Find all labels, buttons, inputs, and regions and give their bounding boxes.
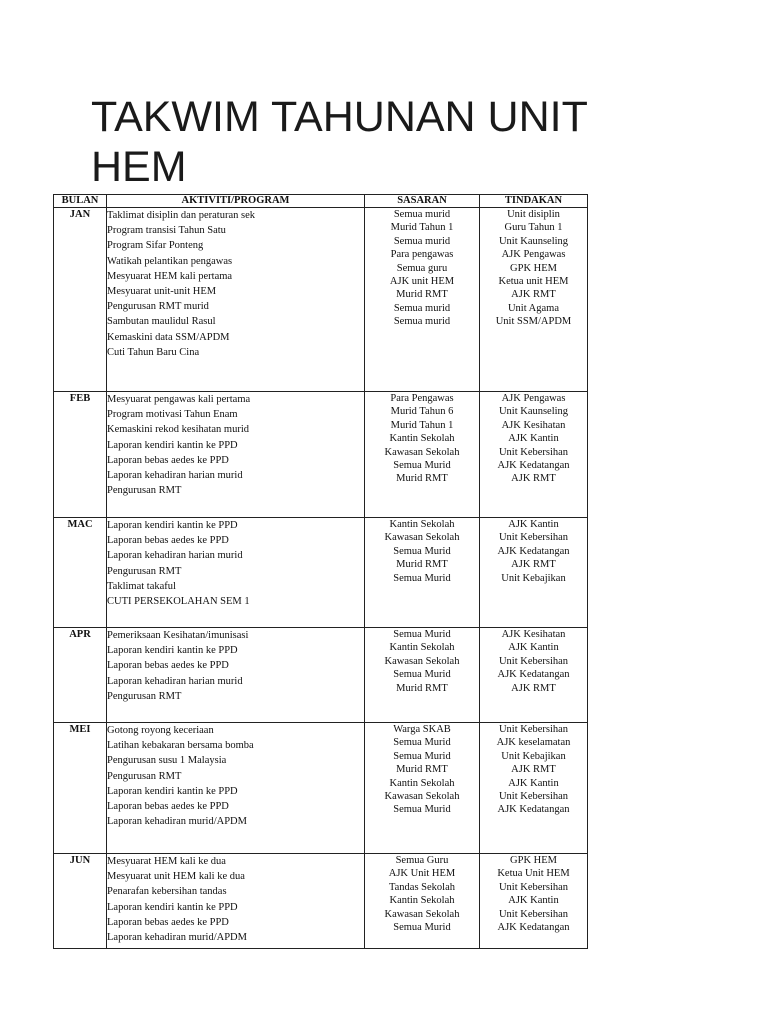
tindakan-item: Unit Kebersihan xyxy=(498,446,569,458)
aktiviti-item: Pengurusan RMT xyxy=(107,485,182,497)
aktiviti-cell xyxy=(107,628,365,723)
aktiviti-item: Taklimat disiplin dan peraturan sek xyxy=(107,210,255,221)
aktiviti-item: Pengurusan RMT xyxy=(107,770,182,782)
aktiviti-item: Mesyuarat unit HEM kali ke dua xyxy=(107,871,245,883)
aktiviti-item: Laporan kehadiran murid/APDM xyxy=(107,932,247,944)
sasaran-item: Semua Murid xyxy=(393,629,451,640)
tindakan-item: AJK RMT xyxy=(511,473,556,485)
month-cell: MAC xyxy=(54,518,107,628)
tindakan-cell xyxy=(480,518,588,628)
tindakan-item: AJK Kesihatan xyxy=(501,419,566,431)
aktiviti-item: Kemaskini data SSM/APDM xyxy=(107,331,230,343)
aktiviti-item: Pengurusan susu 1 Malaysia xyxy=(107,755,227,767)
sasaran-item: Semua guru xyxy=(396,262,448,274)
aktiviti-item: Mesyuarat HEM kali ke dua xyxy=(107,856,226,867)
aktiviti-item: Sambutan maulidul Rasul xyxy=(107,316,216,328)
header-tindakan: TINDAKAN xyxy=(480,195,588,208)
sasaran-item: Kantin Sekolah xyxy=(389,895,455,907)
aktiviti-item: Latihan kebakaran bersama bomba xyxy=(107,740,254,752)
sasaran-item: Kawasan Sekolah xyxy=(384,532,460,544)
aktiviti-cell xyxy=(107,854,365,949)
tindakan-item: GPK HEM xyxy=(510,262,557,274)
sasaran-item: Semua murid xyxy=(393,209,451,220)
sasaran-cell xyxy=(365,208,480,392)
sasaran-item: Semua murid xyxy=(393,235,451,247)
tindakan-item: Unit Kebersihan xyxy=(498,908,569,920)
tindakan-item: Unit SSM/APDM xyxy=(495,316,572,328)
aktiviti-item: Laporan kendiri kantin ke PPD xyxy=(107,439,238,451)
tindakan-cell xyxy=(480,723,588,854)
aktiviti-cell xyxy=(107,392,365,518)
sasaran-item: Kantin Sekolah xyxy=(389,519,455,530)
tindakan-item: GPK HEM xyxy=(510,855,557,866)
aktiviti-item: Program transisi Tahun Satu xyxy=(107,225,226,237)
aktiviti-item: Penarafan kebersihan tandas xyxy=(107,886,227,898)
tindakan-item: AJK Kedatangan xyxy=(497,460,570,472)
sasaran-item: Semua Murid xyxy=(393,545,451,557)
sasaran-cell xyxy=(365,628,480,723)
aktiviti-cell xyxy=(107,723,365,854)
sasaran-item: Semua murid xyxy=(393,302,451,314)
aktiviti-item: Laporan kendiri kantin ke PPD xyxy=(107,520,238,531)
tindakan-item: AJK Kantin xyxy=(508,895,559,907)
tindakan-item: Guru Tahun 1 xyxy=(504,222,563,234)
sasaran-item: AJK Unit HEM xyxy=(388,868,456,880)
tindakan-item: Unit Kebersihan xyxy=(498,532,569,544)
aktiviti-item: Laporan bebas aedes ke PPD xyxy=(107,454,229,466)
sasaran-item: Murid RMT xyxy=(396,764,448,776)
month-cell: JUN xyxy=(54,854,107,949)
tindakan-item: AJK Kedatangan xyxy=(497,804,570,816)
sasaran-item: Semua Murid xyxy=(393,572,451,584)
sasaran-cell xyxy=(365,392,480,518)
table-row xyxy=(54,208,588,392)
aktiviti-item: Mesyuarat pengawas kali pertama xyxy=(107,394,251,405)
aktiviti-item: Pengurusan RMT murid xyxy=(107,301,209,313)
aktiviti-item: Laporan kehadiran harian murid xyxy=(107,470,243,482)
tindakan-item: Unit disiplin xyxy=(507,209,560,220)
tindakan-item: AJK Kedatangan xyxy=(497,545,570,557)
sasaran-item: Kawasan Sekolah xyxy=(384,791,460,803)
sasaran-item: Para Pengawas xyxy=(390,393,454,404)
aktiviti-item: Taklimat takaful xyxy=(107,580,176,592)
table-row xyxy=(54,518,588,628)
aktiviti-item: Pengurusan RMT xyxy=(107,565,182,577)
takwim-table xyxy=(53,194,588,949)
sasaran-item: Murid Tahun 1 xyxy=(390,419,454,431)
tindakan-cell xyxy=(480,628,588,723)
sasaran-item: Murid RMT xyxy=(396,682,448,694)
aktiviti-item: Program Sifar Ponteng xyxy=(107,240,204,252)
sasaran-item: Para pengawas xyxy=(390,249,454,261)
tindakan-item: AJK Kesihatan xyxy=(501,629,566,640)
aktiviti-item: Laporan bebas aedes ke PPD xyxy=(107,535,229,547)
tindakan-item: Unit Kebersihan xyxy=(498,881,569,893)
aktiviti-item: CUTI PERSEKOLAHAN SEM 1 xyxy=(107,596,250,608)
tindakan-item: AJK Kantin xyxy=(508,433,559,445)
tindakan-item: AJK Pengawas xyxy=(501,249,566,261)
tindakan-item: AJK Kedatangan xyxy=(497,669,570,681)
tindakan-item: Unit Agama xyxy=(507,302,560,314)
aktiviti-item: Laporan kehadiran harian murid xyxy=(107,675,243,687)
aktiviti-item: Laporan kehadiran murid/APDM xyxy=(107,816,247,828)
sasaran-cell xyxy=(365,854,480,949)
sasaran-cell xyxy=(365,723,480,854)
aktiviti-item: Program motivasi Tahun Enam xyxy=(107,409,238,421)
aktiviti-item: Laporan kehadiran harian murid xyxy=(107,550,243,562)
aktiviti-item: Gotong royong keceriaan xyxy=(107,725,214,736)
sasaran-item: Kawasan Sekolah xyxy=(384,655,460,667)
tindakan-item: AJK RMT xyxy=(511,682,556,694)
aktiviti-item: Pemeriksaan Kesihatan/imunisasi xyxy=(107,630,249,641)
sasaran-item: Murid Tahun 1 xyxy=(390,222,454,234)
tindakan-cell xyxy=(480,392,588,518)
tindakan-item: AJK Kedatangan xyxy=(497,922,570,934)
sasaran-item: Semua Murid xyxy=(393,750,451,762)
aktiviti-cell xyxy=(107,208,365,392)
sasaran-item: Semua Murid xyxy=(393,804,451,816)
aktiviti-item: Pengurusan RMT xyxy=(107,690,182,702)
sasaran-item: Semua Murid xyxy=(393,922,451,934)
sasaran-item: Murid RMT xyxy=(396,289,448,301)
aktiviti-cell xyxy=(107,518,365,628)
tindakan-item: AJK Kantin xyxy=(508,642,559,654)
aktiviti-item: Cuti Tahun Baru Cina xyxy=(107,346,200,358)
tindakan-item: AJK keselamatan xyxy=(496,737,571,749)
aktiviti-item: Laporan kendiri kantin ke PPD xyxy=(107,645,238,657)
table-row xyxy=(54,392,588,518)
table-header-row xyxy=(54,195,588,208)
sasaran-item: Murid RMT xyxy=(396,559,448,571)
sasaran-cell xyxy=(365,518,480,628)
sasaran-item: Semua murid xyxy=(393,316,451,328)
sasaran-item: Kawasan Sekolah xyxy=(384,446,460,458)
aktiviti-item: Laporan bebas aedes ke PPD xyxy=(107,801,229,813)
aktiviti-item: Watikah pelantikan pengawas xyxy=(107,255,233,267)
sasaran-item: AJK unit HEM xyxy=(389,276,455,288)
month-cell: JAN xyxy=(54,208,107,392)
tindakan-item: AJK Pengawas xyxy=(501,393,566,404)
page-title: TAKWIM TAHUNAN UNIT HEM xyxy=(91,93,588,191)
sasaran-item: Kantin Sekolah xyxy=(389,777,455,789)
sasaran-item: Murid Tahun 6 xyxy=(390,406,454,418)
tindakan-item: Unit Kebersihan xyxy=(498,791,569,803)
aktiviti-item: Mesyuarat unit-unit HEM xyxy=(107,286,217,298)
tindakan-item: Ketua unit HEM xyxy=(498,276,569,288)
aktiviti-item: Laporan kendiri kantin ke PPD xyxy=(107,901,238,913)
tindakan-item: AJK Kantin xyxy=(508,519,559,530)
tindakan-item: AJK RMT xyxy=(511,559,556,571)
aktiviti-item: Laporan bebas aedes ke PPD xyxy=(107,916,229,928)
sasaran-item: Semua Murid xyxy=(393,460,451,472)
aktiviti-item: Laporan kendiri kantin ke PPD xyxy=(107,785,238,797)
sasaran-item: Semua Murid xyxy=(393,737,451,749)
header-aktiviti: AKTIVITI/PROGRAM xyxy=(107,195,365,208)
sasaran-item: Kantin Sekolah xyxy=(389,433,455,445)
month-cell: FEB xyxy=(54,392,107,518)
tindakan-item: AJK RMT xyxy=(511,764,556,776)
sasaran-item: Kawasan Sekolah xyxy=(384,908,460,920)
sasaran-item: Warga SKAB xyxy=(393,724,451,735)
sasaran-item: Kantin Sekolah xyxy=(389,642,455,654)
header-sasaran: SASARAN xyxy=(365,195,480,208)
tindakan-cell xyxy=(480,208,588,392)
month-cell: MEI xyxy=(54,723,107,854)
aktiviti-item: Kemaskini rekod kesihatan murid xyxy=(107,424,250,436)
sasaran-item: Murid RMT xyxy=(396,473,448,485)
tindakan-item: Unit Kebersihan xyxy=(498,724,569,735)
aktiviti-item: Laporan bebas aedes ke PPD xyxy=(107,660,229,672)
table-row xyxy=(54,723,588,854)
header-bulan: BULAN xyxy=(54,195,107,208)
tindakan-item: AJK Kantin xyxy=(508,777,559,789)
aktiviti-item: Mesyuarat HEM kali pertama xyxy=(107,270,233,282)
tindakan-item: Unit Kaunseling xyxy=(498,406,569,418)
sasaran-item: Semua Guru xyxy=(395,855,449,866)
table-row xyxy=(54,628,588,723)
month-cell: APR xyxy=(54,628,107,723)
table-body xyxy=(54,208,588,949)
tindakan-item: Unit Kaunseling xyxy=(498,235,569,247)
table-row xyxy=(54,854,588,949)
sasaran-item: Tandas Sekolah xyxy=(388,881,456,893)
tindakan-item: Unit Kebersihan xyxy=(498,655,569,667)
sasaran-item: Semua Murid xyxy=(393,669,451,681)
tindakan-item: AJK RMT xyxy=(511,289,556,301)
tindakan-cell xyxy=(480,854,588,949)
tindakan-item: Unit Kebajikan xyxy=(501,750,566,762)
tindakan-item: Unit Kebajikan xyxy=(501,572,566,584)
tindakan-item: Ketua Unit HEM xyxy=(497,868,570,880)
